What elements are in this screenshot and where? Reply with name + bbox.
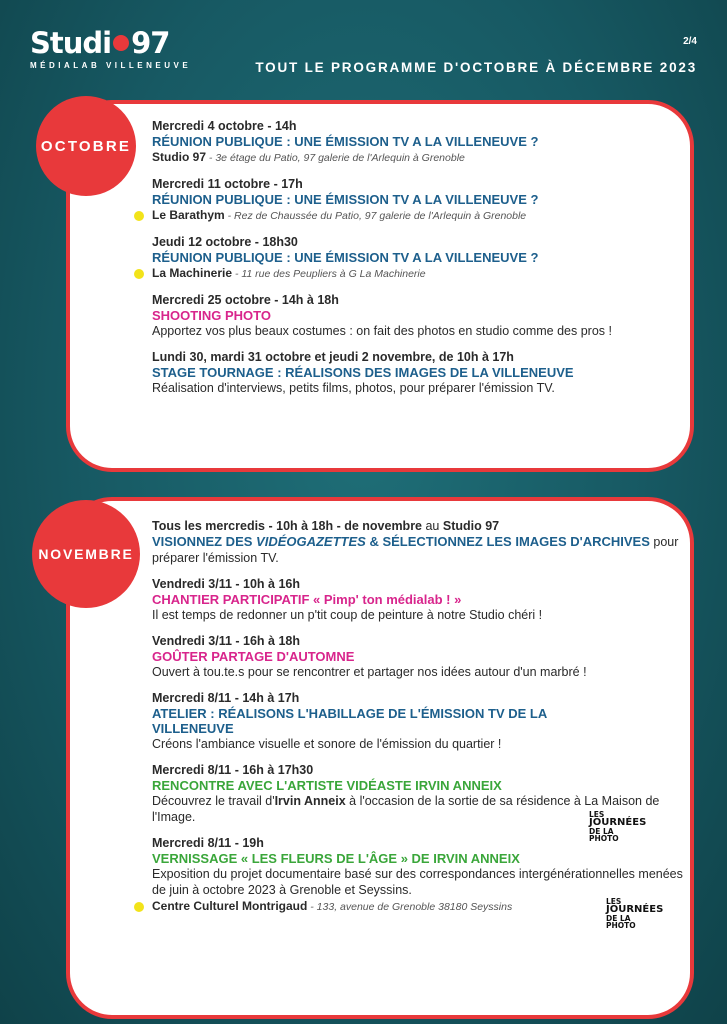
event-title: RÉUNION PUBLIQUE : UNE ÉMISSION TV A LA VILLENEUVE ? <box>152 134 539 149</box>
november-badge: NOVEMBRE <box>32 500 140 608</box>
event-description: Créons l'ambiance visuelle et sonore de l'émission du quartier ! <box>152 737 502 751</box>
logo-line: DE LA <box>589 827 614 836</box>
logo-line: DE LA <box>606 914 631 923</box>
venue-name: La Machinerie <box>152 266 233 280</box>
october-events <box>152 118 692 406</box>
date-part: Tous les mercredis <box>152 519 266 533</box>
date-part: au <box>425 519 443 533</box>
event-title: RÉUNION PUBLIQUE : UNE ÉMISSION TV A LA VILLENEUVE ? <box>152 250 539 265</box>
event-item <box>152 690 692 752</box>
event-item <box>152 118 692 166</box>
logo-line: LES <box>589 810 605 819</box>
event-venue <box>152 207 692 224</box>
event-item <box>152 576 692 623</box>
logo-brand <box>30 28 191 58</box>
event-title: STAGE TOURNAGE : RÉALISONS DES IMAGES DE LA VILLENEUVE <box>152 365 574 380</box>
event-description: Réalisation d'interviews, petits films, photos, pour préparer l'émission TV. <box>152 381 555 395</box>
event-item <box>152 349 692 396</box>
event-description: Apportez vos plus beaux costumes : on fait des photos en studio comme des pros ! <box>152 324 612 338</box>
venue-detail: - 3e étage du Patio, 97 galerie de l'Arlequin à Grenoble <box>206 152 465 164</box>
logo-line: JOURNÉES <box>606 904 664 915</box>
event-title: RENCONTRE AVEC L'ARTISTE VIDÉASTE IRVIN ANNEIX <box>152 778 502 793</box>
date-part: Studio 97 <box>442 519 500 533</box>
event-date: Mercredi 8/11 - 19h <box>152 836 264 850</box>
event-date: Lundi 30, mardi 31 octobre et jeudi 2 novembre, de 10h à 17h <box>152 350 514 364</box>
event-venue <box>152 149 692 166</box>
event-item <box>152 234 692 282</box>
event-title: SHOOTING PHOTO <box>152 308 271 323</box>
november-events <box>152 518 692 925</box>
event-title: CHANTIER PARTICIPATIF « Pimp' ton médialab ! » <box>152 592 462 607</box>
logo-line: PHOTO <box>589 834 619 843</box>
venue-name: Centre Culturel Montrigaud <box>152 899 308 913</box>
page-number: 2/4 <box>683 36 697 47</box>
yellow-dot-icon <box>134 269 144 279</box>
logo-dot <box>113 35 129 51</box>
event-title: ATELIER : RÉALISONS L'HABILLAGE DE L'ÉMISSION TV DE LA VILLENEUVE <box>152 706 547 736</box>
event-item <box>152 633 692 680</box>
desc-part: Découvrez le travail d' <box>152 794 275 808</box>
yellow-dot-icon <box>134 211 144 221</box>
venue-name: Le Barathym <box>152 208 225 222</box>
event-date: Mercredi 8/11 - 16h à 17h30 <box>152 763 314 777</box>
event-title <box>152 534 692 566</box>
logo-number: 97 <box>131 26 170 60</box>
event-date <box>152 518 692 534</box>
venue-detail: - 133, avenue de Grenoble 38180 Seyssins <box>307 901 513 913</box>
journees-photo-logo <box>606 898 699 929</box>
event-title: GOÛTER PARTAGE D'AUTOMNE <box>152 649 355 664</box>
event-venue <box>152 265 692 282</box>
venue-detail: - 11 rue des Peupliers à G La Machinerie <box>232 268 426 280</box>
event-description: Exposition du projet documentaire basé sur des correspondances intergénérationnelles menées de juin à octobre 2023 à Grenoble et Seyssins. <box>152 867 683 897</box>
event-date: Mercredi 4 octobre - 14h <box>152 119 297 133</box>
event-date: Jeudi 12 octobre - 18h30 <box>152 235 298 249</box>
event-date: Vendredi 3/11 - 10h à 16h <box>152 577 300 591</box>
logo-subtitle: MÉDIALAB VILLENEUVE <box>30 61 192 70</box>
title-part: VISIONNEZ DES <box>152 534 257 549</box>
event-description: Il est temps de redonner un p'tit coup de peinture à notre Studio chéri ! <box>152 608 543 622</box>
journees-photo-logo <box>589 811 699 842</box>
event-date: Mercredi 25 octobre - 14h à 18h <box>152 293 339 307</box>
venue-detail: - Rez de Chaussée du Patio, 97 galerie de l'Arlequin à Grenoble <box>224 210 527 222</box>
desc-part: à l'occasion de la sortie de sa résidence à La Maison de l'Image. <box>152 794 660 824</box>
title-part: VIDÉOGAZETTES <box>256 534 366 549</box>
event-description: Ouvert à tou.te.s pour se rencontrer et partager nos idées autour d'un marbré ! <box>152 665 587 679</box>
title-suffix: pour préparer l'émission TV. <box>152 535 679 565</box>
event-item <box>152 292 692 339</box>
studio97-logo <box>30 28 191 70</box>
yellow-dot-icon <box>134 902 144 912</box>
logo-line: LES <box>606 897 622 906</box>
title-part: & SÉLECTIONNEZ LES IMAGES D'ARCHIVES <box>365 534 650 549</box>
event-title: RÉUNION PUBLIQUE : UNE ÉMISSION TV A LA VILLENEUVE ? <box>152 192 539 207</box>
event-item <box>152 176 692 224</box>
date-part: - 10h à 18h - de novembre <box>265 519 426 533</box>
event-date: Vendredi 3/11 - 16h à 18h <box>152 634 300 648</box>
desc-part: Irvin Anneix <box>274 794 346 808</box>
venue-name: Studio 97 <box>152 150 207 164</box>
logo-line: PHOTO <box>606 921 636 930</box>
page-header: TOUT LE PROGRAMME D'OCTOBRE À DÉCEMBRE 2023 <box>255 60 697 75</box>
event-title: VERNISSAGE « LES FLEURS DE L'ÂGE » DE IRVIN ANNEIX <box>152 851 520 866</box>
event-date: Mercredi 8/11 - 14h à 17h <box>152 691 300 705</box>
october-badge: OCTOBRE <box>36 96 136 196</box>
event-item <box>152 518 692 566</box>
event-date: Mercredi 11 octobre - 17h <box>152 177 303 191</box>
logo-text: Studi <box>30 26 112 60</box>
logo-line: JOURNÉES <box>589 817 647 828</box>
